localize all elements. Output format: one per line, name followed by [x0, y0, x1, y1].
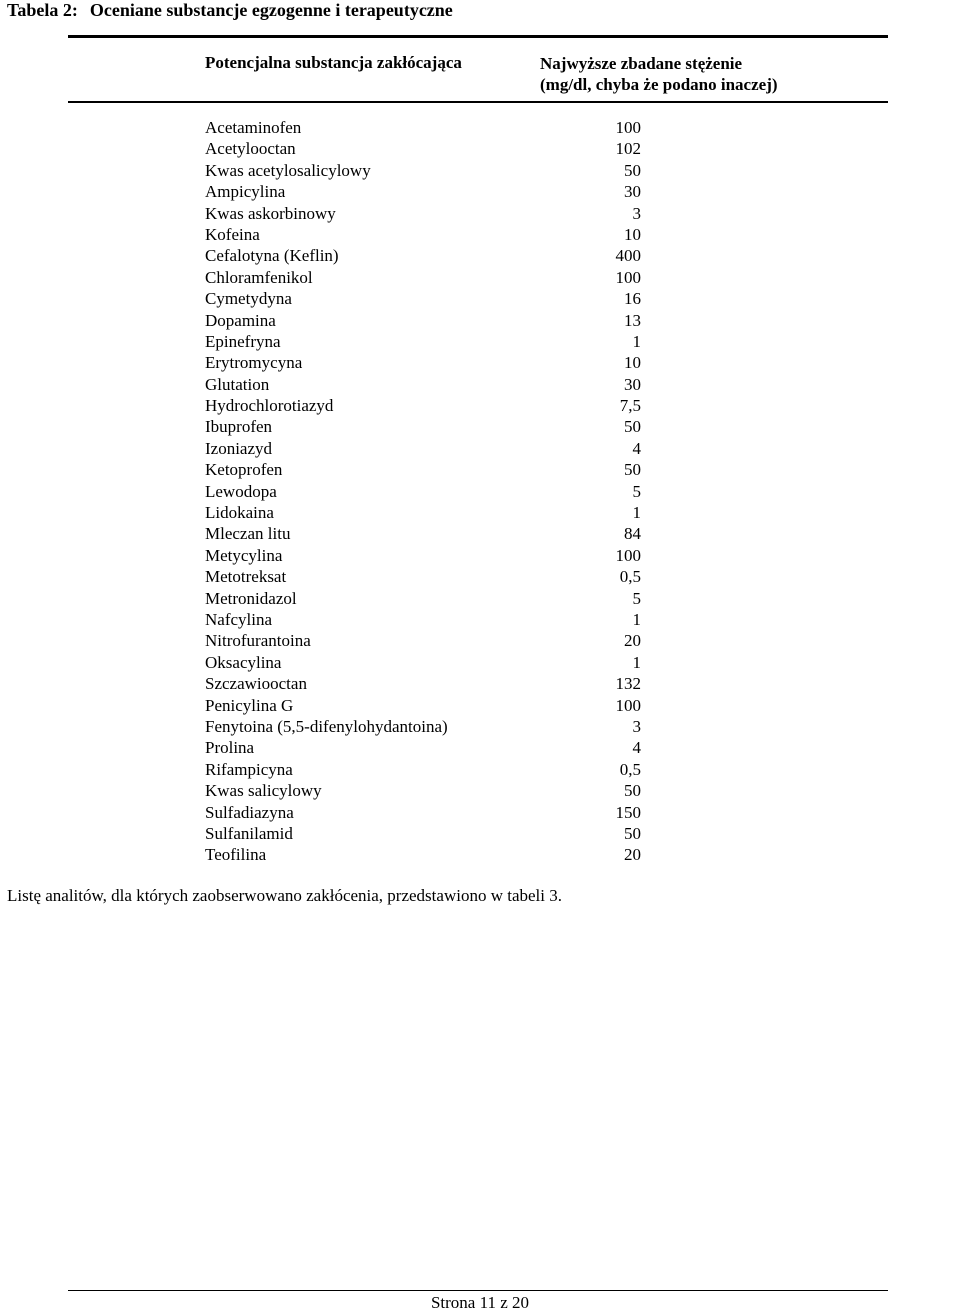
max-concentration: 100 — [615, 118, 641, 137]
max-concentration: 84 — [624, 524, 641, 544]
substance-name: Kwas salicylowy — [205, 781, 322, 801]
max-concentration: 30 — [624, 182, 641, 202]
footer-rule — [68, 1290, 888, 1291]
substance-name: Sulfadiazyna — [205, 802, 294, 822]
table-row — [205, 780, 641, 801]
table-body — [205, 117, 641, 866]
max-concentration: 100 — [615, 695, 641, 715]
max-concentration: 30 — [624, 374, 641, 394]
table-title: Oceniane substancje egzogenne i terapeutyczne — [89, 0, 453, 20]
max-concentration: 100 — [615, 267, 641, 287]
table-row — [205, 844, 641, 865]
substance-name: Acetylooctan — [205, 139, 296, 159]
page-number: Strona 11 z 20 — [430, 1293, 530, 1312]
table-row — [205, 759, 641, 780]
max-concentration: 50 — [624, 460, 641, 480]
max-concentration: 1 — [632, 331, 641, 351]
column-header-concentration-line2: (mg/dl, chyba że podano inaczej) — [540, 75, 778, 94]
substance-name: Chloramfenikol — [205, 267, 313, 287]
table-row — [205, 310, 641, 331]
substance-name: Kwas askorbinowy — [205, 203, 336, 223]
max-concentration: 50 — [624, 417, 641, 437]
substance-name: Metotreksat — [205, 567, 287, 587]
max-concentration: 50 — [624, 160, 641, 180]
table-row — [205, 374, 641, 395]
table-row — [205, 588, 641, 609]
substance-name: Penicylina G — [205, 695, 294, 715]
max-concentration: 7,5 — [619, 396, 641, 416]
table-label: Tabela 2: — [7, 0, 78, 20]
max-concentration: 0,5 — [619, 759, 641, 779]
substance-name: Teofilina — [205, 845, 267, 865]
substance-name: Rifampicyna — [205, 759, 293, 779]
table-row — [205, 673, 641, 694]
substance-name: Nitrofurantoina — [205, 631, 311, 651]
substance-name: Ampicylina — [205, 182, 286, 202]
substance-name: Metronidazol — [205, 588, 297, 608]
max-concentration: 1 — [632, 609, 641, 629]
substance-name: Fenytoina (5,5-difenylohydantoina) — [205, 716, 448, 736]
substance-name: Mleczan litu — [205, 524, 291, 544]
table-row — [205, 481, 641, 502]
max-concentration: 50 — [624, 781, 641, 801]
table-row — [205, 566, 641, 587]
substance-name: Epinefryna — [205, 331, 281, 351]
substance-name: Erytromycyna — [205, 353, 303, 373]
max-concentration: 4 — [632, 738, 641, 758]
substance-name: Glutation — [205, 374, 270, 394]
table-row — [205, 459, 641, 480]
substance-name: Ketoprofen — [205, 460, 283, 480]
substance-name: Sulfanilamid — [205, 823, 293, 843]
table-row — [205, 545, 641, 566]
table-row — [205, 288, 641, 309]
max-concentration: 5 — [632, 481, 641, 501]
max-concentration: 3 — [632, 203, 641, 223]
substance-name: Acetaminofen — [205, 118, 302, 137]
substance-name: Kofeina — [205, 224, 260, 244]
note-text: Listę analitów, dla których zaobserwowano zakłócenia, przedstawiono w tabeli 3. — [7, 886, 562, 905]
max-concentration: 102 — [615, 139, 641, 159]
substance-name: Dopamina — [205, 310, 276, 330]
max-concentration: 3 — [632, 716, 641, 736]
max-concentration: 1 — [632, 503, 641, 523]
table-row — [205, 523, 641, 544]
max-concentration: 132 — [615, 674, 641, 694]
table-row — [205, 716, 641, 737]
substance-name: Nafcylina — [205, 609, 273, 629]
substance-name: Cefalotyna (Keflin) — [205, 246, 339, 266]
table-row — [205, 609, 641, 630]
table-row — [205, 502, 641, 523]
table-row — [205, 438, 641, 459]
table-row — [205, 352, 641, 373]
max-concentration: 150 — [615, 802, 641, 822]
table-row — [205, 630, 641, 651]
substance-name: Lidokaina — [205, 503, 274, 523]
table-row — [205, 160, 641, 181]
column-header-substance: Potencjalna substancja zakłócająca — [205, 53, 462, 72]
column-header-concentration-line1: Najwyższe zbadane stężenie — [540, 54, 743, 73]
table-header-rule — [68, 101, 888, 103]
max-concentration: 4 — [632, 438, 641, 458]
substance-name: Izoniazyd — [205, 438, 273, 458]
table-row — [205, 416, 641, 437]
table-top-rule — [68, 35, 888, 38]
table-row — [205, 695, 641, 716]
max-concentration: 10 — [624, 353, 641, 373]
table-row — [205, 203, 641, 224]
table-row — [205, 245, 641, 266]
table-row — [205, 395, 641, 416]
substance-name: Szczawiooctan — [205, 674, 307, 694]
max-concentration: 20 — [624, 631, 641, 651]
table-caption — [7, 0, 453, 20]
table-row — [205, 267, 641, 288]
column-header-concentration — [540, 53, 778, 95]
table-row — [205, 117, 641, 138]
substance-name: Metycylina — [205, 545, 283, 565]
max-concentration: 100 — [615, 545, 641, 565]
table-row — [205, 652, 641, 673]
max-concentration: 5 — [632, 588, 641, 608]
table-row — [205, 737, 641, 758]
substance-name: Cymetydyna — [205, 289, 292, 309]
table-row — [205, 138, 641, 159]
table-row — [205, 331, 641, 352]
substance-name: Hydrochlorotiazyd — [205, 396, 334, 416]
max-concentration: 20 — [624, 845, 641, 865]
table-row — [205, 224, 641, 245]
substance-name: Prolina — [205, 738, 255, 758]
table-row — [205, 802, 641, 823]
max-concentration: 1 — [632, 652, 641, 672]
max-concentration: 400 — [615, 246, 641, 266]
table-row — [205, 823, 641, 844]
max-concentration: 13 — [624, 310, 641, 330]
substance-name: Oksacylina — [205, 652, 282, 672]
max-concentration: 16 — [624, 289, 641, 309]
table-row — [205, 181, 641, 202]
max-concentration: 0,5 — [619, 567, 641, 587]
max-concentration: 10 — [624, 224, 641, 244]
substance-name: Kwas acetylosalicylowy — [205, 160, 371, 180]
substance-name: Lewodopa — [205, 481, 277, 501]
max-concentration: 50 — [624, 823, 641, 843]
substance-name: Ibuprofen — [205, 417, 273, 437]
